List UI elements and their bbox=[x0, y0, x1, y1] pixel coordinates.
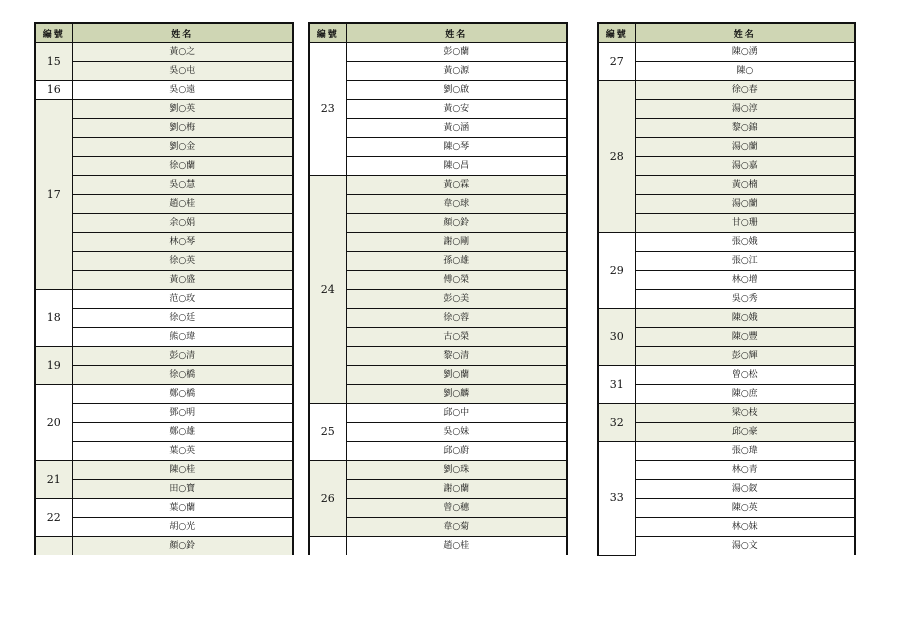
member-name: 徐○春 bbox=[635, 81, 855, 100]
table-row bbox=[598, 347, 855, 366]
table-row bbox=[309, 271, 567, 290]
table-row bbox=[309, 62, 567, 81]
member-name: 葉○蘭 bbox=[72, 499, 293, 518]
member-name: 林○增 bbox=[635, 271, 855, 290]
member-name: 彭○清 bbox=[72, 347, 293, 366]
member-name: 劉○金 bbox=[72, 138, 293, 157]
group-number: 16 bbox=[35, 81, 72, 100]
table-row bbox=[598, 157, 855, 176]
table-row bbox=[598, 214, 855, 233]
member-name: 陳○桂 bbox=[72, 461, 293, 480]
table-row bbox=[35, 347, 293, 366]
table-row bbox=[35, 100, 293, 119]
member-name: 劉○珠 bbox=[346, 461, 567, 480]
member-name: 黎○錦 bbox=[635, 119, 855, 138]
table-row bbox=[598, 271, 855, 290]
member-name: 湯○蘭 bbox=[635, 138, 855, 157]
table-row bbox=[309, 347, 567, 366]
table-row bbox=[35, 62, 293, 81]
table-row bbox=[309, 157, 567, 176]
table-row bbox=[309, 328, 567, 347]
member-name: 黃○源 bbox=[346, 62, 567, 81]
table-row bbox=[309, 252, 567, 271]
table-row bbox=[35, 328, 293, 347]
member-name: 吳○屯 bbox=[72, 62, 293, 81]
member-name: 陳○琴 bbox=[346, 138, 567, 157]
table-row bbox=[309, 195, 567, 214]
roster-body bbox=[598, 43, 855, 556]
group-number: 28 bbox=[598, 81, 635, 233]
group-number: 31 bbox=[598, 366, 635, 404]
table-row bbox=[598, 328, 855, 347]
table-row bbox=[309, 43, 567, 62]
member-name: 吳○妹 bbox=[346, 423, 567, 442]
member-name: 趙○桂 bbox=[72, 195, 293, 214]
member-name: 張○瑋 bbox=[635, 442, 855, 461]
table-row bbox=[35, 119, 293, 138]
member-name: 湯○蘭 bbox=[635, 195, 855, 214]
member-name: 陳○英 bbox=[635, 499, 855, 518]
table-row bbox=[309, 81, 567, 100]
table-row bbox=[35, 423, 293, 442]
member-name: 鄧○明 bbox=[72, 404, 293, 423]
table-row bbox=[598, 366, 855, 385]
table-row bbox=[35, 271, 293, 290]
roster-table-column-1 bbox=[34, 22, 294, 555]
table-row bbox=[309, 119, 567, 138]
table-row bbox=[35, 176, 293, 195]
member-name: 林○琴 bbox=[72, 233, 293, 252]
member-name: 湯○釵 bbox=[635, 480, 855, 499]
header-name: 姓名 bbox=[346, 23, 567, 43]
table-row bbox=[598, 404, 855, 423]
table-row bbox=[309, 138, 567, 157]
group-number: 24 bbox=[309, 176, 346, 404]
member-name: 林○青 bbox=[635, 461, 855, 480]
table-row bbox=[598, 62, 855, 81]
member-name: 張○江 bbox=[635, 252, 855, 271]
member-name: 黃○之 bbox=[72, 43, 293, 62]
group-number: 20 bbox=[35, 385, 72, 461]
member-name: 劉○啟 bbox=[346, 81, 567, 100]
table-row bbox=[598, 442, 855, 461]
table-row bbox=[598, 138, 855, 157]
member-name: 韋○菊 bbox=[346, 518, 567, 537]
table-row bbox=[309, 423, 567, 442]
member-name: 孫○雄 bbox=[346, 252, 567, 271]
member-name: 徐○蘭 bbox=[72, 157, 293, 176]
member-name: 葉○英 bbox=[72, 442, 293, 461]
table-row bbox=[35, 290, 293, 309]
group-number: 22 bbox=[35, 499, 72, 537]
table-row bbox=[598, 100, 855, 119]
table-row bbox=[598, 233, 855, 252]
member-name: 顏○鈴 bbox=[72, 537, 293, 556]
member-name: 曾○穗 bbox=[346, 499, 567, 518]
member-name: 鄭○雄 bbox=[72, 423, 293, 442]
table-row bbox=[309, 366, 567, 385]
table-row bbox=[598, 119, 855, 138]
member-name: 陳○庶 bbox=[635, 385, 855, 404]
member-name: 林○妹 bbox=[635, 518, 855, 537]
member-name: 古○榮 bbox=[346, 328, 567, 347]
table-row bbox=[35, 138, 293, 157]
member-name: 湯○嘉 bbox=[635, 157, 855, 176]
table-row bbox=[309, 404, 567, 423]
group-number bbox=[35, 537, 72, 556]
table-row bbox=[35, 461, 293, 480]
table-row bbox=[35, 252, 293, 271]
member-name: 湯○淳 bbox=[635, 100, 855, 119]
table-row bbox=[598, 461, 855, 480]
member-name: 邱○蔚 bbox=[346, 442, 567, 461]
table-row bbox=[598, 309, 855, 328]
member-name: 胡○光 bbox=[72, 518, 293, 537]
member-name: 彭○美 bbox=[346, 290, 567, 309]
header-row bbox=[309, 23, 567, 43]
table-row bbox=[35, 404, 293, 423]
member-name: 劉○蘭 bbox=[346, 366, 567, 385]
group-number: 25 bbox=[309, 404, 346, 461]
table-row bbox=[35, 518, 293, 537]
table-row bbox=[309, 499, 567, 518]
member-name: 顏○鈴 bbox=[346, 214, 567, 233]
table-row bbox=[598, 385, 855, 404]
group-number: 29 bbox=[598, 233, 635, 309]
member-name: 梁○枝 bbox=[635, 404, 855, 423]
member-name: 陳○豐 bbox=[635, 328, 855, 347]
group-number: 23 bbox=[309, 43, 346, 176]
table-row bbox=[35, 385, 293, 404]
member-name: 黃○安 bbox=[346, 100, 567, 119]
table-row bbox=[35, 43, 293, 62]
member-name: 吳○遠 bbox=[72, 81, 293, 100]
table-row bbox=[598, 518, 855, 537]
member-name: 徐○廷 bbox=[72, 309, 293, 328]
group-number: 21 bbox=[35, 461, 72, 499]
table-row bbox=[309, 214, 567, 233]
member-name: 趙○桂 bbox=[346, 537, 567, 556]
group-number: 32 bbox=[598, 404, 635, 442]
group-number: 30 bbox=[598, 309, 635, 366]
member-name: 劉○麟 bbox=[346, 385, 567, 404]
table-row bbox=[309, 461, 567, 480]
member-name: 彭○輝 bbox=[635, 347, 855, 366]
table-row bbox=[309, 442, 567, 461]
member-name: 范○玫 bbox=[72, 290, 293, 309]
member-name: 傅○榮 bbox=[346, 271, 567, 290]
table-row bbox=[309, 309, 567, 328]
table-row bbox=[598, 290, 855, 309]
table-row bbox=[309, 518, 567, 537]
table-row bbox=[309, 290, 567, 309]
table-row bbox=[309, 480, 567, 499]
table-row bbox=[598, 423, 855, 442]
table-row bbox=[598, 537, 855, 556]
member-name: 徐○英 bbox=[72, 252, 293, 271]
table-row bbox=[35, 537, 293, 556]
table-row bbox=[35, 309, 293, 328]
table-row bbox=[598, 480, 855, 499]
roster-body bbox=[309, 43, 567, 556]
member-name: 湯○文 bbox=[635, 537, 855, 556]
table-row bbox=[35, 195, 293, 214]
table-row bbox=[35, 157, 293, 176]
member-name: 熊○瑋 bbox=[72, 328, 293, 347]
roster-table-column-2 bbox=[308, 22, 568, 555]
table-row bbox=[35, 366, 293, 385]
header-name: 姓名 bbox=[72, 23, 293, 43]
header-row bbox=[598, 23, 855, 43]
header-name: 姓名 bbox=[635, 23, 855, 43]
member-name: 吳○慧 bbox=[72, 176, 293, 195]
table-row bbox=[35, 233, 293, 252]
member-name: 黃○盛 bbox=[72, 271, 293, 290]
member-name: 吳○秀 bbox=[635, 290, 855, 309]
group-number: 27 bbox=[598, 43, 635, 81]
header-number: 編號 bbox=[309, 23, 346, 43]
group-number: 33 bbox=[598, 442, 635, 556]
table-row bbox=[309, 233, 567, 252]
group-number: 26 bbox=[309, 461, 346, 537]
member-name: 田○寶 bbox=[72, 480, 293, 499]
member-name: 鄭○橋 bbox=[72, 385, 293, 404]
member-name: 彭○蘭 bbox=[346, 43, 567, 62]
table-row bbox=[309, 537, 567, 556]
member-name: 劉○英 bbox=[72, 100, 293, 119]
member-name: 邱○中 bbox=[346, 404, 567, 423]
table-row bbox=[309, 385, 567, 404]
group-number bbox=[309, 537, 346, 556]
member-name: 陳○湧 bbox=[635, 43, 855, 62]
header-number: 編號 bbox=[598, 23, 635, 43]
member-name: 曾○松 bbox=[635, 366, 855, 385]
table-row bbox=[309, 100, 567, 119]
group-number: 15 bbox=[35, 43, 72, 81]
header-number: 編號 bbox=[35, 23, 72, 43]
group-number: 18 bbox=[35, 290, 72, 347]
table-row bbox=[598, 252, 855, 271]
member-name: 陳○昌 bbox=[346, 157, 567, 176]
table-row bbox=[598, 81, 855, 100]
member-name: 張○娥 bbox=[635, 233, 855, 252]
table-row bbox=[598, 195, 855, 214]
member-name: 劉○梅 bbox=[72, 119, 293, 138]
member-name: 黃○涵 bbox=[346, 119, 567, 138]
member-name: 謝○蘭 bbox=[346, 480, 567, 499]
member-name: 徐○蓉 bbox=[346, 309, 567, 328]
member-name: 黃○霖 bbox=[346, 176, 567, 195]
group-number: 17 bbox=[35, 100, 72, 290]
member-name: 韋○球 bbox=[346, 195, 567, 214]
roster-table-column-3 bbox=[597, 22, 856, 556]
table-row bbox=[598, 499, 855, 518]
member-name: 黎○清 bbox=[346, 347, 567, 366]
table-row bbox=[309, 176, 567, 195]
member-name: 邱○豪 bbox=[635, 423, 855, 442]
table-row bbox=[35, 81, 293, 100]
group-number: 19 bbox=[35, 347, 72, 385]
roster-body bbox=[35, 43, 293, 556]
member-name: 陳○娥 bbox=[635, 309, 855, 328]
member-name: 甘○珊 bbox=[635, 214, 855, 233]
header-row bbox=[35, 23, 293, 43]
table-row bbox=[35, 499, 293, 518]
table-row bbox=[35, 214, 293, 233]
member-name: 謝○剛 bbox=[346, 233, 567, 252]
member-name: 陳○ bbox=[635, 62, 855, 81]
member-name: 余○娟 bbox=[72, 214, 293, 233]
table-row bbox=[598, 176, 855, 195]
table-row bbox=[598, 43, 855, 62]
member-name: 黃○楠 bbox=[635, 176, 855, 195]
member-name: 徐○橋 bbox=[72, 366, 293, 385]
table-row bbox=[35, 480, 293, 499]
table-row bbox=[35, 442, 293, 461]
